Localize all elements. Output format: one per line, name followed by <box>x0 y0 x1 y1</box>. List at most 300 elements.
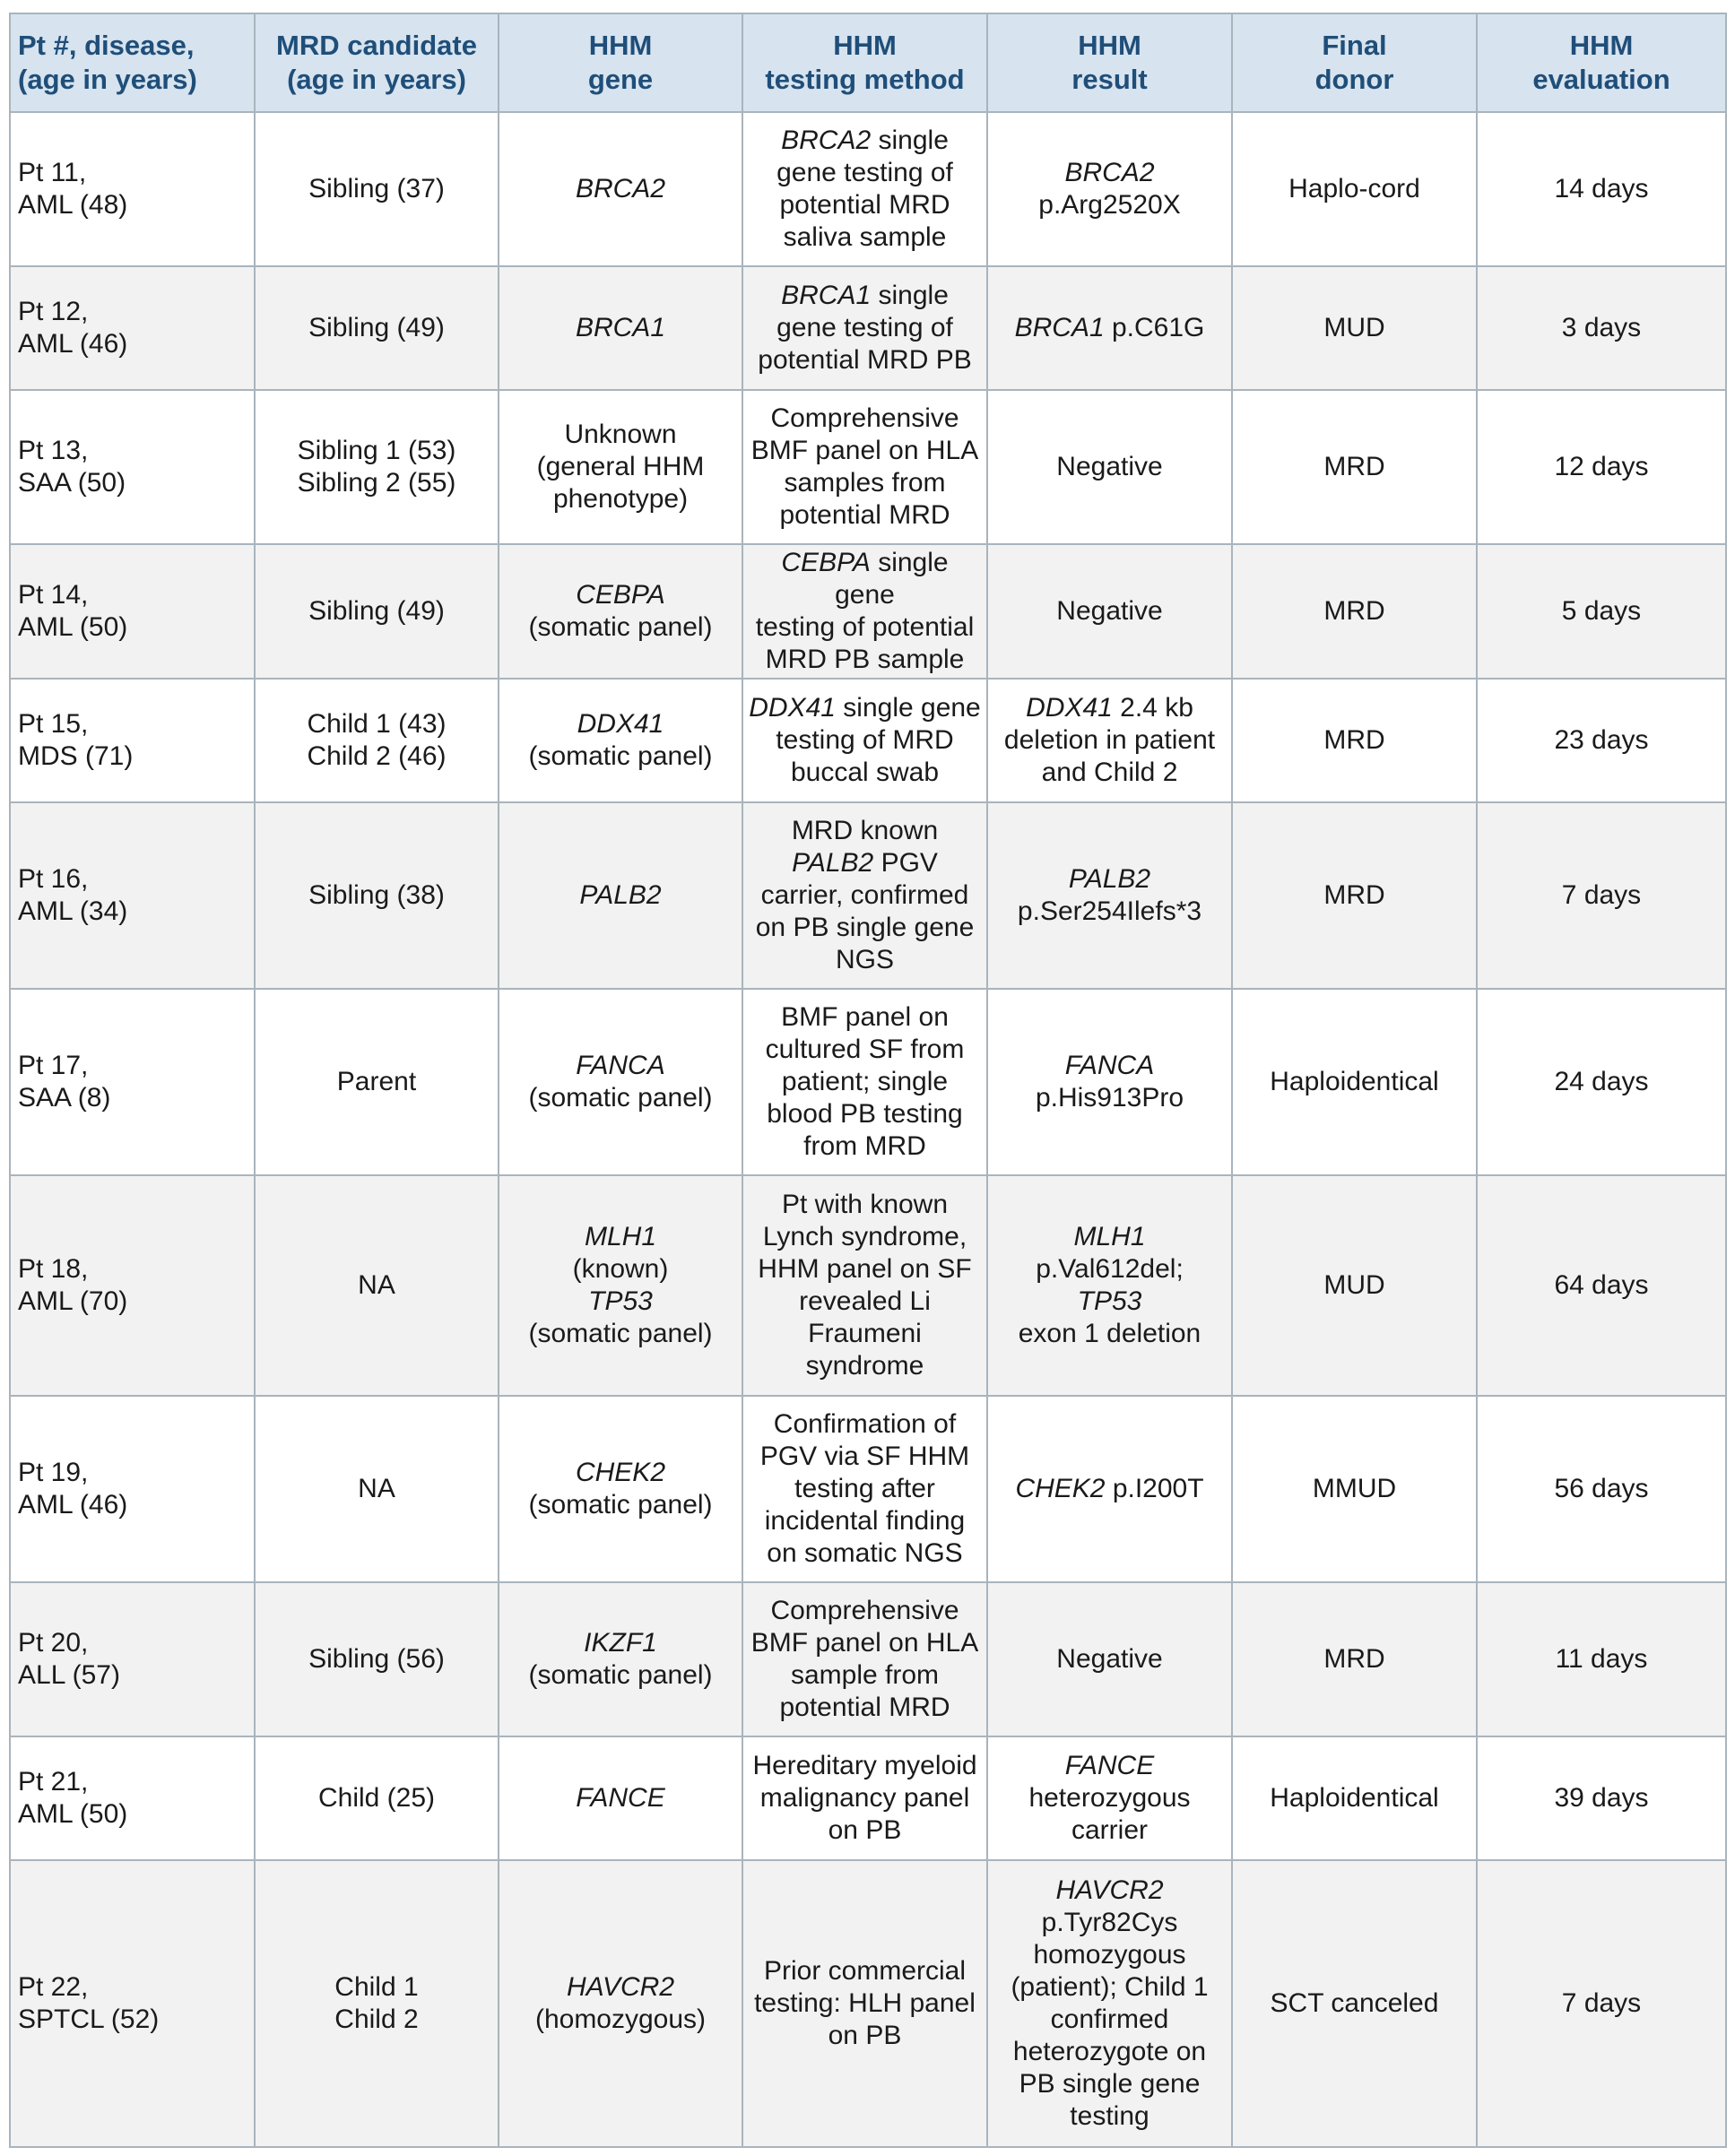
cell-line <box>1483 173 1720 205</box>
gene-name: BRCA2 <box>1064 158 1155 187</box>
cell-line <box>749 547 981 611</box>
header-patient: Pt #, disease, (age in years) <box>10 13 255 112</box>
patient-cell <box>10 1736 255 1860</box>
cell-text: (somatic panel) <box>528 1319 713 1348</box>
cell-line <box>749 435 981 467</box>
cell-text: Pt 17, <box>18 1051 89 1080</box>
cell-text: (known) <box>572 1254 669 1284</box>
hhm-gene-cell <box>499 1396 742 1582</box>
cell-text: 3 days <box>1561 313 1642 342</box>
cell-text: Pt 11, <box>18 158 87 187</box>
cell-line <box>749 944 981 976</box>
cell-line <box>993 1643 1226 1675</box>
cell-line <box>18 2004 248 2036</box>
cell-text: Child 1 (43) <box>307 709 447 739</box>
header-final-donor: Final donor <box>1232 13 1477 112</box>
gene-name: FANCE <box>1064 1751 1155 1780</box>
cell-line <box>993 157 1226 189</box>
cell-line <box>749 1034 981 1066</box>
cell-text: on somatic NGS <box>767 1538 963 1568</box>
cell-line <box>749 1001 981 1034</box>
cell-text: Sibling (38) <box>308 880 445 910</box>
cell-line <box>505 1627 736 1659</box>
table-row <box>10 989 1726 1175</box>
header-mrd-candidate: MRD candidate (age in years) <box>255 13 499 112</box>
cell-text: AML (46) <box>18 329 128 359</box>
cell-text: NA <box>358 1474 395 1503</box>
cell-line <box>18 896 248 928</box>
cell-line <box>18 1971 248 2004</box>
cell-text: MMUD <box>1312 1474 1397 1503</box>
cell-line <box>505 1082 736 1114</box>
testing-method-cell <box>742 1860 987 2147</box>
cell-text: on PB <box>828 2021 902 2050</box>
cell-line <box>993 1875 1226 1907</box>
cell-text: SAA (50) <box>18 468 126 498</box>
cell-text: Confirmation of <box>773 1409 957 1439</box>
mrd-candidate-cell <box>255 802 499 989</box>
cell-line <box>1483 1643 1720 1675</box>
hhm-result-cell <box>987 390 1232 544</box>
cell-text: potential MRD PB <box>758 345 972 375</box>
cell-text: Child 2 (46) <box>307 741 447 771</box>
cell-text: 2.4 kb <box>1112 693 1193 723</box>
cell-text: single <box>871 281 949 310</box>
cell-line <box>993 2100 1226 2133</box>
cell-line <box>749 1318 981 1350</box>
cell-line <box>993 724 1226 757</box>
cell-text: Fraumeni <box>808 1319 922 1348</box>
cell-text: Pt 21, <box>18 1767 89 1797</box>
cell-line <box>749 644 981 676</box>
cell-line <box>749 1441 981 1473</box>
gene-name: PALB2 <box>1068 864 1151 894</box>
cell-text: Hereditary myeloid <box>752 1751 977 1780</box>
cell-line <box>18 1050 248 1082</box>
cell-text: Negative <box>1056 596 1163 626</box>
cell-line <box>749 724 981 757</box>
hhm-result-cell <box>987 1396 1232 1582</box>
cell-line <box>749 467 981 499</box>
cell-text: PGV <box>873 848 938 878</box>
cell-line <box>1483 1269 1720 1302</box>
cell-line <box>749 221 981 254</box>
cell-text: Prior commercial <box>763 1956 967 1986</box>
final-donor-cell <box>1232 1396 1477 1582</box>
gene-name: DDX41 <box>1026 693 1113 723</box>
cell-line <box>993 692 1226 724</box>
evaluation-cell <box>1477 266 1726 390</box>
cell-text: Pt with known <box>781 1190 949 1219</box>
hhm-gene-cell <box>499 989 742 1175</box>
patient-cell <box>10 1396 255 1582</box>
cell-line <box>993 1318 1226 1350</box>
cell-line <box>505 312 736 344</box>
cell-text: MRD <box>1323 725 1385 755</box>
gene-name: CEBPA <box>576 580 665 610</box>
cell-line <box>18 1082 248 1114</box>
table-row <box>10 266 1726 390</box>
cell-line <box>993 451 1226 483</box>
hhm-gene-cell <box>499 1582 742 1736</box>
cell-line <box>993 2068 1226 2100</box>
cell-text: p.Val612del; <box>1036 1254 1184 1284</box>
cell-line <box>1483 724 1720 757</box>
cell-line <box>505 1286 736 1318</box>
cell-line <box>993 1907 1226 1939</box>
cell-text: (somatic panel) <box>528 612 713 642</box>
cell-line <box>993 2036 1226 2068</box>
testing-method-cell <box>742 112 987 266</box>
cell-line <box>749 1350 981 1382</box>
mrd-candidate-cell <box>255 1396 499 1582</box>
cell-line <box>993 1286 1226 1318</box>
final-donor-cell <box>1232 989 1477 1175</box>
testing-method-cell <box>742 989 987 1175</box>
gene-name: CHEK2 <box>575 1458 666 1487</box>
table-row <box>10 390 1726 544</box>
cell-line <box>1483 1473 1720 1505</box>
gene-name: DDX41 <box>749 693 836 723</box>
patient-cell <box>10 1175 255 1396</box>
cell-line <box>749 403 981 435</box>
hhm-gene-cell <box>499 544 742 679</box>
cell-line <box>1483 879 1720 912</box>
patient-cell <box>10 679 255 802</box>
cell-line <box>993 1814 1226 1847</box>
final-donor-cell <box>1232 1736 1477 1860</box>
cell-line <box>18 157 248 189</box>
cell-text: BMF panel on HLA <box>750 1628 979 1658</box>
cell-line <box>749 1659 981 1692</box>
cell-text: HHM panel on SF <box>758 1254 972 1284</box>
cell-line <box>1238 1987 1470 2020</box>
mrd-candidate-cell <box>255 1736 499 1860</box>
cell-text: cultured SF from <box>765 1035 965 1064</box>
mrd-candidate-cell <box>255 679 499 802</box>
cell-text: MRD <box>1323 452 1385 481</box>
evaluation-cell <box>1477 679 1726 802</box>
cell-line <box>1238 724 1470 757</box>
mrd-candidate-cell <box>255 1582 499 1736</box>
hhm-result-cell <box>987 1736 1232 1860</box>
cell-line <box>505 1782 736 1814</box>
final-donor-cell <box>1232 1175 1477 1396</box>
cell-text: malignancy panel <box>759 1783 970 1813</box>
cell-text: heterozygous <box>1028 1783 1191 1813</box>
cell-text: MRD known <box>791 816 939 845</box>
cell-text: MRD <box>1323 1644 1385 1674</box>
cell-line <box>505 1489 736 1521</box>
gene-name: BRCA2 <box>575 174 666 203</box>
cell-line <box>18 579 248 611</box>
cell-text: Pt 18, <box>18 1254 89 1284</box>
cell-text: Child 1 <box>334 1972 419 2002</box>
gene-name: TP53 <box>588 1286 653 1316</box>
cell-text: from MRD <box>803 1131 926 1161</box>
table-row <box>10 112 1726 266</box>
cell-line <box>18 1766 248 1798</box>
final-donor-cell <box>1232 1860 1477 2147</box>
testing-method-cell <box>742 266 987 390</box>
mrd-candidate-cell <box>255 989 499 1175</box>
patient-cell <box>10 802 255 989</box>
patient-cell <box>10 1582 255 1736</box>
testing-method-cell <box>742 1175 987 1396</box>
hhm-result-cell <box>987 679 1232 802</box>
cell-line <box>1238 173 1470 205</box>
cell-line <box>749 1595 981 1627</box>
cell-line <box>261 1643 492 1675</box>
cell-line <box>1483 1066 1720 1098</box>
cell-line <box>505 879 736 912</box>
cell-text: Sibling (37) <box>308 174 445 203</box>
cell-line <box>749 1814 981 1847</box>
cell-text: (somatic panel) <box>528 1490 713 1520</box>
hhm-result-cell <box>987 1860 1232 2147</box>
donor-hhm-table <box>9 13 1727 2148</box>
cell-text: buccal swab <box>790 758 940 787</box>
evaluation-cell <box>1477 112 1726 266</box>
cell-text: MUD <box>1323 313 1385 342</box>
final-donor-cell <box>1232 679 1477 802</box>
cell-line <box>505 451 736 483</box>
cell-line <box>749 1505 981 1537</box>
testing-method-cell <box>742 802 987 989</box>
cell-text: revealed Li <box>799 1286 931 1316</box>
cell-line <box>505 611 736 644</box>
cell-line <box>505 1253 736 1286</box>
cell-line <box>1483 312 1720 344</box>
evaluation-cell <box>1477 544 1726 679</box>
table-body <box>10 112 1726 2147</box>
cell-line <box>749 280 981 312</box>
cell-line <box>1483 1987 1720 2020</box>
cell-line <box>749 157 981 189</box>
hhm-gene-cell <box>499 112 742 266</box>
cell-text: (patient); Child 1 <box>1011 1972 1209 2002</box>
cell-text: carrier, confirmed <box>760 880 969 910</box>
cell-line <box>18 1489 248 1521</box>
cell-text: deletion in patient <box>1003 725 1216 755</box>
cell-line <box>993 189 1226 221</box>
gene-name: TP53 <box>1077 1286 1142 1316</box>
evaluation-cell <box>1477 1396 1726 1582</box>
hhm-result-cell <box>987 266 1232 390</box>
cell-line <box>993 896 1226 928</box>
cell-line <box>993 312 1226 344</box>
cell-line <box>18 740 248 773</box>
gene-name: FANCE <box>576 1783 665 1813</box>
testing-method-cell <box>742 679 987 802</box>
cell-text: MRD PB sample <box>765 645 965 674</box>
cell-line <box>18 1798 248 1831</box>
cell-text: Comprehensive <box>770 403 959 433</box>
evaluation-cell <box>1477 1175 1726 1396</box>
cell-line <box>1238 1643 1470 1675</box>
header-row <box>10 13 1726 112</box>
cell-line <box>505 419 736 451</box>
cell-text: testing: HLH panel <box>754 1988 976 2018</box>
cell-line <box>261 435 492 467</box>
gene-name: CEBPA <box>781 548 871 577</box>
table-row <box>10 1582 1726 1736</box>
cell-text: Negative <box>1056 452 1163 481</box>
hhm-gene-cell <box>499 1175 742 1396</box>
cell-text: exon 1 deletion <box>1018 1319 1201 1348</box>
cell-text: (somatic panel) <box>528 1660 713 1690</box>
cell-text: p.His913Pro <box>1035 1083 1184 1113</box>
cell-line <box>18 863 248 896</box>
cell-line <box>749 344 981 377</box>
cell-line <box>261 595 492 628</box>
cell-line <box>1238 1066 1470 1098</box>
cell-text: ALL (57) <box>18 1660 120 1690</box>
cell-text: patient; single <box>781 1067 949 1096</box>
cell-text: Haplo-cord <box>1288 174 1420 203</box>
cell-line <box>749 499 981 532</box>
hhm-gene-cell <box>499 390 742 544</box>
gene-name: IKZF1 <box>584 1628 657 1658</box>
cell-text: Lynch syndrome, <box>762 1222 967 1251</box>
evaluation-cell <box>1477 989 1726 1175</box>
cell-text: SCT canceled <box>1270 1988 1439 2018</box>
gene-name: FANCA <box>576 1051 665 1080</box>
final-donor-cell <box>1232 390 1477 544</box>
cell-line <box>749 1253 981 1286</box>
gene-name: PALB2 <box>792 848 874 878</box>
testing-method-cell <box>742 390 987 544</box>
cell-line <box>505 740 736 773</box>
table-row <box>10 1736 1726 1860</box>
cell-text: and Child 2 <box>1041 758 1178 787</box>
cell-line <box>749 1473 981 1505</box>
cell-line <box>749 1221 981 1253</box>
cell-text: potential MRD <box>779 500 950 530</box>
mrd-candidate-cell <box>255 544 499 679</box>
cell-text: 12 days <box>1554 452 1649 481</box>
cell-text: Pt 13, <box>18 436 89 465</box>
cell-line <box>1238 595 1470 628</box>
cell-line <box>749 1066 981 1098</box>
patient-cell <box>10 544 255 679</box>
cell-text: 11 days <box>1555 1644 1648 1674</box>
cell-text: heterozygote on <box>1012 2037 1207 2066</box>
cell-line <box>749 815 981 847</box>
cell-text: AML (48) <box>18 190 128 220</box>
cell-line <box>993 1782 1226 1814</box>
cell-line <box>18 1253 248 1286</box>
cell-text: Haploidentical <box>1270 1067 1439 1096</box>
cell-text: (somatic panel) <box>528 1083 713 1113</box>
cell-text: SPTCL (52) <box>18 2004 160 2034</box>
gene-name: MLH1 <box>1073 1222 1146 1251</box>
hhm-result-cell <box>987 1582 1232 1736</box>
cell-line <box>1483 595 1720 628</box>
cell-line <box>749 1987 981 2020</box>
cell-line <box>749 611 981 644</box>
evaluation-cell <box>1477 1860 1726 2147</box>
header-hhm-evaluation: HHM evaluation <box>1477 13 1726 112</box>
cell-text: Comprehensive <box>770 1596 959 1625</box>
cell-line <box>18 1627 248 1659</box>
final-donor-cell <box>1232 802 1477 989</box>
cell-line <box>505 1318 736 1350</box>
cell-line <box>993 595 1226 628</box>
cell-line <box>749 757 981 789</box>
cell-text: syndrome <box>805 1351 924 1381</box>
cell-line <box>993 757 1226 789</box>
mrd-candidate-cell <box>255 112 499 266</box>
hhm-result-cell <box>987 544 1232 679</box>
cell-line <box>993 863 1226 896</box>
cell-text: Parent <box>336 1067 417 1096</box>
cell-line <box>993 1750 1226 1782</box>
cell-text: Sibling (49) <box>308 313 445 342</box>
testing-method-cell <box>742 1736 987 1860</box>
cell-text: testing <box>1070 2101 1149 2131</box>
cell-line <box>505 2004 736 2036</box>
cell-text: potential MRD <box>779 1693 950 1722</box>
cell-text: homozygous <box>1033 1940 1186 1970</box>
gene-name: BRCA1 <box>575 313 666 342</box>
cell-text: (homozygous) <box>534 2004 707 2034</box>
cell-line <box>505 579 736 611</box>
gene-name: FANCA <box>1064 1051 1155 1080</box>
cell-text: AML (70) <box>18 1286 128 1316</box>
cell-line <box>749 1286 981 1318</box>
cell-line <box>505 1457 736 1489</box>
cell-line <box>749 912 981 944</box>
testing-method-cell <box>742 1582 987 1736</box>
cell-text: (general HHM <box>536 452 705 481</box>
cell-line <box>749 2020 981 2052</box>
cell-text: 14 days <box>1554 174 1649 203</box>
cell-line <box>18 189 248 221</box>
patient-cell <box>10 989 255 1175</box>
evaluation-cell <box>1477 802 1726 989</box>
cell-text: gene testing of <box>776 158 953 187</box>
cell-text: MDS (71) <box>18 741 134 771</box>
cell-line <box>749 125 981 157</box>
gene-name: BRCA1 <box>1014 313 1105 342</box>
hhm-gene-cell <box>499 266 742 390</box>
cell-line <box>18 708 248 740</box>
final-donor-cell <box>1232 544 1477 679</box>
mrd-candidate-cell <box>255 1175 499 1396</box>
cell-line <box>505 1659 736 1692</box>
cell-text: blood PB testing <box>767 1099 963 1129</box>
cell-text: PGV via SF HHM <box>759 1442 970 1471</box>
cell-line <box>18 611 248 644</box>
cell-line <box>1238 1473 1470 1505</box>
cell-line <box>993 1050 1226 1082</box>
cell-text: p.Tyr82Cys <box>1041 1908 1178 1937</box>
cell-line <box>261 173 492 205</box>
cell-text: Child (25) <box>317 1783 436 1813</box>
cell-line <box>505 708 736 740</box>
cell-text: Sibling 1 (53) <box>297 436 456 465</box>
gene-name: HAVCR2 <box>566 1972 675 2002</box>
cell-text: Pt 19, <box>18 1458 89 1487</box>
cell-text: potential MRD <box>779 190 950 220</box>
cell-line <box>18 1286 248 1318</box>
gene-name: BRCA2 <box>781 126 872 155</box>
cell-text: Negative <box>1056 1644 1163 1674</box>
cell-line <box>261 1473 492 1505</box>
cell-line <box>261 467 492 499</box>
cell-line <box>1238 879 1470 912</box>
